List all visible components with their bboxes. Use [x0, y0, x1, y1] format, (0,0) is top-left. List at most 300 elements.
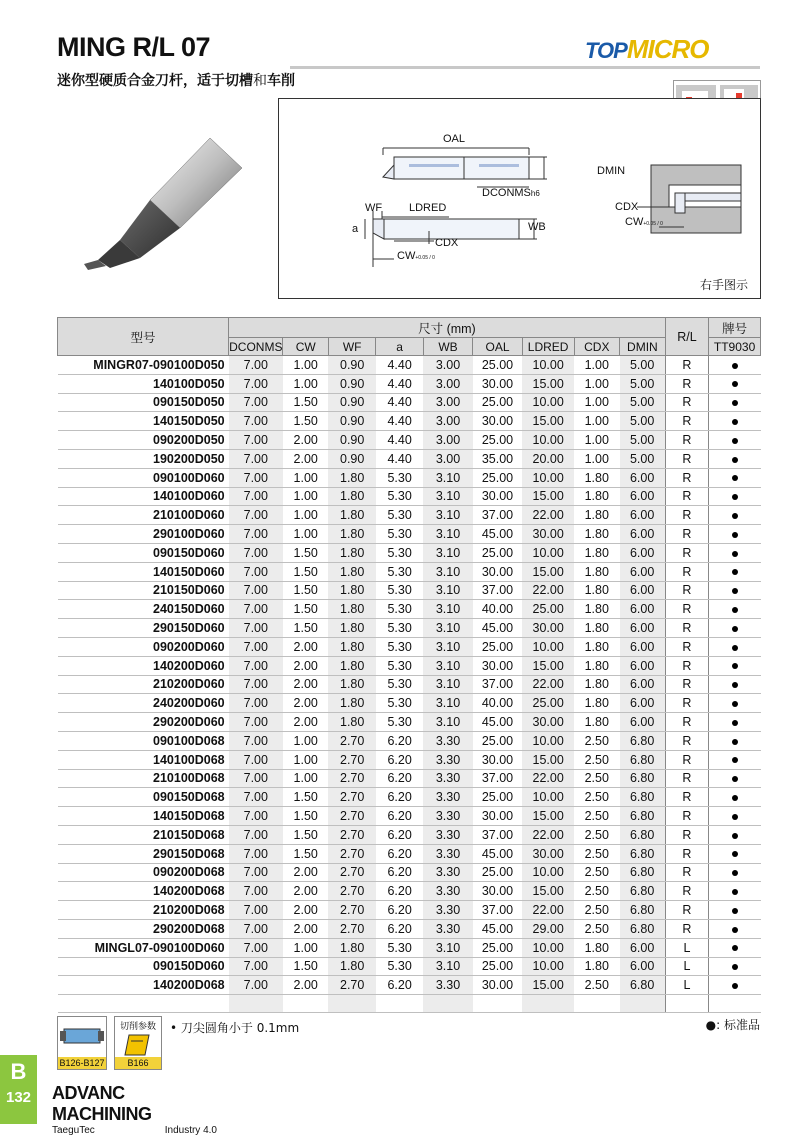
model-cell [58, 807, 229, 826]
value-wb: 3.30 [423, 825, 472, 844]
model-cell [58, 374, 229, 393]
value-wf: 1.80 [328, 675, 375, 694]
value-cw: 1.50 [283, 393, 328, 412]
value-dmin: 6.80 [620, 976, 666, 995]
hand-cell: R [665, 356, 708, 375]
value-ldred: 10.00 [522, 731, 574, 750]
blank-cell [376, 995, 423, 1013]
table-row [58, 825, 761, 844]
table-row [58, 675, 761, 694]
value-cw: 1.50 [283, 957, 328, 976]
ref2-caption: B166 [115, 1057, 161, 1069]
value-cdx: 1.00 [574, 393, 620, 412]
model-code: 090100D060 [153, 940, 225, 955]
standard-item-dot [732, 363, 738, 369]
value-wb: 3.30 [423, 731, 472, 750]
value-ldred: 10.00 [522, 431, 574, 450]
value-dmin: 6.00 [620, 694, 666, 713]
model-code: 090100D068 [153, 733, 225, 748]
value-a: 5.30 [376, 468, 423, 487]
hand-cell: R [665, 882, 708, 901]
value-cw: 2.00 [283, 882, 328, 901]
standard-item-dot [732, 908, 738, 914]
value-dconms: 7.00 [229, 412, 283, 431]
value-dconms: 7.00 [229, 731, 283, 750]
value-oal: 45.00 [473, 525, 523, 544]
grade-availability-cell [709, 957, 761, 976]
value-dmin: 6.00 [620, 562, 666, 581]
value-ldred: 10.00 [522, 863, 574, 882]
grade-availability-cell [709, 487, 761, 506]
header-rule [290, 66, 760, 69]
value-wf: 2.70 [328, 750, 375, 769]
value-ldred: 29.00 [522, 919, 574, 938]
topmicro-logo [585, 34, 765, 64]
table-row [58, 393, 761, 412]
value-dmin: 5.00 [620, 356, 666, 375]
value-a: 6.20 [376, 750, 423, 769]
standard-item-dot [732, 588, 738, 594]
ref-cutting-data[interactable] [114, 1016, 162, 1070]
value-cdx: 2.50 [574, 731, 620, 750]
brand-part2: MICRO [626, 34, 709, 64]
standard-item-dot [732, 513, 738, 519]
hand-cell: R [665, 788, 708, 807]
value-dmin: 6.00 [620, 600, 666, 619]
table-row [58, 412, 761, 431]
value-cdx: 1.00 [574, 412, 620, 431]
value-a: 5.30 [376, 506, 423, 525]
value-ldred: 10.00 [522, 393, 574, 412]
cutting-data-icon [115, 1031, 161, 1059]
value-cw: 1.50 [283, 543, 328, 562]
label-wb: WB [528, 221, 546, 233]
model-code: 210200D068 [153, 903, 225, 917]
value-dconms: 7.00 [229, 788, 283, 807]
model-cell [58, 675, 229, 694]
value-cw: 1.50 [283, 562, 328, 581]
standard-item-dot [732, 945, 738, 951]
model-prefix: MINGL07- [94, 940, 154, 955]
value-cdx: 1.80 [574, 525, 620, 544]
blank-cell [709, 995, 761, 1013]
standard-item-dot [732, 663, 738, 669]
value-cw: 2.00 [283, 675, 328, 694]
value-ldred: 22.00 [522, 581, 574, 600]
hand-cell: R [665, 863, 708, 882]
table-row [58, 976, 761, 995]
value-cdx: 1.80 [574, 957, 620, 976]
value-cdx: 1.80 [574, 619, 620, 638]
hand-cell: R [665, 600, 708, 619]
model-code: 210150D068 [153, 827, 225, 842]
hand-cell: R [665, 637, 708, 656]
value-a: 5.30 [376, 581, 423, 600]
value-wb: 3.30 [423, 769, 472, 788]
value-dmin: 6.00 [620, 675, 666, 694]
value-cw: 2.00 [283, 656, 328, 675]
hand-cell: R [665, 750, 708, 769]
hand-cell: R [665, 769, 708, 788]
table-row [58, 694, 761, 713]
value-wf: 0.90 [328, 374, 375, 393]
header-grade: 牌号 [709, 318, 761, 338]
value-dconms: 7.00 [229, 656, 283, 675]
grade-availability-cell [709, 637, 761, 656]
hand-cell: R [665, 543, 708, 562]
value-dmin: 6.80 [620, 882, 666, 901]
blank-cell [665, 995, 708, 1013]
advance-machining-logo [52, 1083, 222, 1136]
blank-cell [58, 995, 229, 1013]
model-code: 090150D068 [153, 790, 225, 805]
value-dconms: 7.00 [229, 506, 283, 525]
value-ldred: 22.00 [522, 825, 574, 844]
value-cdx: 2.50 [574, 919, 620, 938]
value-cw: 2.00 [283, 901, 328, 920]
value-wf: 1.80 [328, 543, 375, 562]
value-dconms: 7.00 [229, 750, 283, 769]
table-row [58, 731, 761, 750]
value-wb: 3.10 [423, 694, 472, 713]
model-code: 290150D060 [153, 621, 225, 636]
value-cdx: 2.50 [574, 882, 620, 901]
standard-item-dot [732, 419, 738, 425]
value-wf: 0.90 [328, 412, 375, 431]
value-dmin: 6.00 [620, 957, 666, 976]
value-wb: 3.00 [423, 431, 472, 450]
value-cdx: 2.50 [574, 844, 620, 863]
value-dmin: 6.00 [620, 487, 666, 506]
model-cell [58, 619, 229, 638]
value-cw: 2.00 [283, 449, 328, 468]
grade-availability-cell [709, 543, 761, 562]
value-dmin: 6.80 [620, 825, 666, 844]
spec-table-body [58, 356, 761, 1013]
model-cell [58, 844, 229, 863]
value-oal: 37.00 [473, 581, 523, 600]
label-a: a [352, 223, 359, 235]
hand-cell: R [665, 619, 708, 638]
table-row [58, 769, 761, 788]
hand-cell: R [665, 449, 708, 468]
value-cdx: 1.80 [574, 506, 620, 525]
value-cw: 1.00 [283, 487, 328, 506]
value-cdx: 1.80 [574, 600, 620, 619]
blank-cell [423, 995, 472, 1013]
value-cw: 1.00 [283, 525, 328, 544]
value-wb: 3.00 [423, 393, 472, 412]
brand-part1: TOP [585, 38, 627, 63]
value-dmin: 5.00 [620, 393, 666, 412]
grade-availability-cell [709, 750, 761, 769]
value-a: 5.30 [376, 694, 423, 713]
value-ldred: 20.00 [522, 449, 574, 468]
model-cell [58, 449, 229, 468]
value-dmin: 6.00 [620, 938, 666, 957]
hand-cell: R [665, 487, 708, 506]
value-cw: 2.00 [283, 694, 328, 713]
value-oal: 30.00 [473, 562, 523, 581]
value-dconms: 7.00 [229, 694, 283, 713]
standard-item-dot [732, 532, 738, 538]
value-cw: 1.00 [283, 938, 328, 957]
spec-table [57, 317, 761, 1013]
value-wb: 3.30 [423, 863, 472, 882]
model-cell [58, 694, 229, 713]
value-a: 6.20 [376, 788, 423, 807]
label-cw-side-tol: +0.05 / 0 [415, 255, 435, 261]
standard-item-dot [732, 438, 738, 444]
value-ldred: 30.00 [522, 713, 574, 732]
value-dmin: 6.00 [620, 468, 666, 487]
hand-cell: R [665, 731, 708, 750]
value-wb: 3.10 [423, 675, 472, 694]
value-wf: 1.80 [328, 713, 375, 732]
value-ldred: 15.00 [522, 562, 574, 581]
table-row [58, 619, 761, 638]
page-subtitle [57, 70, 295, 90]
value-wb: 3.10 [423, 468, 472, 487]
grade-availability-cell [709, 656, 761, 675]
value-dconms: 7.00 [229, 562, 283, 581]
table-row [58, 506, 761, 525]
grade-availability-cell [709, 938, 761, 957]
header-rl: R/L [665, 318, 708, 356]
model-code: 290200D060 [153, 715, 225, 730]
standard-legend: ●: 标准品 [705, 1018, 760, 1032]
value-wf: 0.90 [328, 431, 375, 450]
hand-cell: L [665, 957, 708, 976]
model-cell [58, 506, 229, 525]
value-dconms: 7.00 [229, 431, 283, 450]
value-a: 5.30 [376, 619, 423, 638]
grade-availability-cell [709, 431, 761, 450]
value-dmin: 6.00 [620, 543, 666, 562]
value-cw: 2.00 [283, 863, 328, 882]
value-dconms: 7.00 [229, 543, 283, 562]
value-dmin: 5.00 [620, 449, 666, 468]
table-row [58, 468, 761, 487]
value-a: 4.40 [376, 449, 423, 468]
logo-brand: TaeguTec [52, 1125, 95, 1136]
model-code: 140150D068 [153, 809, 225, 824]
value-cw: 1.50 [283, 619, 328, 638]
value-oal: 30.00 [473, 487, 523, 506]
value-a: 6.20 [376, 769, 423, 788]
value-oal: 37.00 [473, 825, 523, 844]
label-ldred: LDRED [409, 202, 447, 214]
table-row [58, 356, 761, 375]
value-wb: 3.10 [423, 562, 472, 581]
label-dconms-text: DCONMS [482, 187, 531, 199]
hand-cell: L [665, 938, 708, 957]
value-wb: 3.10 [423, 543, 472, 562]
hand-cell: R [665, 468, 708, 487]
blank-cell [283, 995, 328, 1013]
label-oal: OAL [443, 133, 466, 145]
value-ldred: 15.00 [522, 412, 574, 431]
blank-row [58, 995, 761, 1013]
value-a: 6.20 [376, 825, 423, 844]
value-ldred: 22.00 [522, 901, 574, 920]
ref-holder-catalog[interactable] [57, 1016, 107, 1070]
value-oal: 30.00 [473, 412, 523, 431]
grade-availability-cell [709, 919, 761, 938]
value-wb: 3.00 [423, 356, 472, 375]
value-oal: 25.00 [473, 356, 523, 375]
value-ldred: 25.00 [522, 600, 574, 619]
value-cdx: 1.80 [574, 694, 620, 713]
value-wb: 3.10 [423, 487, 472, 506]
standard-item-dot [732, 569, 738, 575]
hand-cell: R [665, 694, 708, 713]
label-cw-detail-tol: +0.05 / 0 [643, 221, 663, 227]
value-dmin: 6.00 [620, 525, 666, 544]
value-ldred: 10.00 [522, 788, 574, 807]
value-dconms: 7.00 [229, 581, 283, 600]
value-wf: 1.80 [328, 525, 375, 544]
model-cell [58, 788, 229, 807]
value-cdx: 2.50 [574, 807, 620, 826]
value-cw: 1.00 [283, 750, 328, 769]
value-oal: 25.00 [473, 468, 523, 487]
value-dconms: 7.00 [229, 619, 283, 638]
model-code: 210100D068 [153, 771, 225, 786]
value-wf: 2.70 [328, 919, 375, 938]
grade-availability-cell [709, 449, 761, 468]
value-dconms: 7.00 [229, 825, 283, 844]
model-code: 140100D068 [153, 752, 225, 767]
value-wb: 3.00 [423, 374, 472, 393]
model-code: 090150D060 [153, 545, 225, 560]
header-col-cw: CW [283, 338, 328, 356]
value-a: 5.30 [376, 543, 423, 562]
table-row [58, 882, 761, 901]
grade-availability-cell [709, 713, 761, 732]
value-dmin: 6.00 [620, 656, 666, 675]
value-dmin: 6.80 [620, 807, 666, 826]
page-title: MING R/L 07 [57, 32, 211, 62]
value-ldred: 10.00 [522, 543, 574, 562]
label-dmin: DMIN [597, 165, 626, 177]
value-oal: 30.00 [473, 374, 523, 393]
value-dconms: 7.00 [229, 769, 283, 788]
value-oal: 45.00 [473, 919, 523, 938]
blank-cell [574, 995, 620, 1013]
model-code: 140100D060 [153, 489, 225, 504]
value-ldred: 22.00 [522, 675, 574, 694]
value-dmin: 6.00 [620, 619, 666, 638]
value-wf: 1.80 [328, 581, 375, 600]
table-row [58, 919, 761, 938]
value-wb: 3.30 [423, 844, 472, 863]
value-cdx: 2.50 [574, 769, 620, 788]
value-ldred: 15.00 [522, 487, 574, 506]
label-cw-detail-text: CW [625, 216, 644, 228]
value-wf: 1.80 [328, 938, 375, 957]
value-wf: 2.70 [328, 769, 375, 788]
value-dmin: 5.00 [620, 374, 666, 393]
model-cell [58, 412, 229, 431]
standard-item-dot [732, 400, 738, 406]
standard-item-dot [732, 645, 738, 651]
value-dmin: 5.00 [620, 412, 666, 431]
table-row [58, 713, 761, 732]
value-oal: 25.00 [473, 731, 523, 750]
model-code: 090200D050 [153, 433, 225, 448]
value-wf: 0.90 [328, 356, 375, 375]
value-wf: 1.80 [328, 468, 375, 487]
table-row [58, 844, 761, 863]
value-wf: 1.80 [328, 637, 375, 656]
value-ldred: 10.00 [522, 938, 574, 957]
hand-cell: L [665, 976, 708, 995]
value-dconms: 7.00 [229, 675, 283, 694]
table-row [58, 788, 761, 807]
hand-cell: R [665, 713, 708, 732]
value-a: 6.20 [376, 882, 423, 901]
value-oal: 37.00 [473, 769, 523, 788]
model-cell [58, 825, 229, 844]
value-wb: 3.00 [423, 412, 472, 431]
value-oal: 35.00 [473, 449, 523, 468]
table-row [58, 431, 761, 450]
value-dconms: 7.00 [229, 449, 283, 468]
value-cdx: 1.80 [574, 468, 620, 487]
table-row [58, 807, 761, 826]
standard-item-dot [732, 475, 738, 481]
hand-cell: R [665, 919, 708, 938]
value-cdx: 1.80 [574, 713, 620, 732]
hand-cell: R [665, 525, 708, 544]
value-oal: 40.00 [473, 694, 523, 713]
value-dconms: 7.00 [229, 468, 283, 487]
value-ldred: 10.00 [522, 468, 574, 487]
value-a: 5.30 [376, 600, 423, 619]
model-code: 290150D068 [153, 846, 225, 861]
value-cdx: 2.50 [574, 788, 620, 807]
model-cell [58, 656, 229, 675]
value-ldred: 25.00 [522, 694, 574, 713]
model-code: 090200D068 [153, 865, 225, 880]
standard-item-dot [732, 551, 738, 557]
model-cell [58, 543, 229, 562]
standard-item-dot [732, 870, 738, 876]
value-wf: 1.80 [328, 487, 375, 506]
hand-cell: R [665, 844, 708, 863]
value-cdx: 2.50 [574, 976, 620, 995]
value-a: 5.30 [376, 525, 423, 544]
value-dconms: 7.00 [229, 637, 283, 656]
standard-item-dot [732, 757, 738, 763]
value-cdx: 1.80 [574, 581, 620, 600]
value-dconms: 7.00 [229, 525, 283, 544]
model-cell [58, 901, 229, 920]
value-oal: 30.00 [473, 807, 523, 826]
table-row [58, 600, 761, 619]
value-cw: 1.00 [283, 356, 328, 375]
value-ldred: 22.00 [522, 506, 574, 525]
model-code: 240150D060 [153, 602, 225, 617]
value-wb: 3.10 [423, 938, 472, 957]
table-row [58, 901, 761, 920]
label-wf: WF [365, 202, 383, 214]
standard-item-dot [732, 927, 738, 933]
table-row [58, 487, 761, 506]
value-cdx: 1.00 [574, 431, 620, 450]
value-cw: 2.00 [283, 919, 328, 938]
